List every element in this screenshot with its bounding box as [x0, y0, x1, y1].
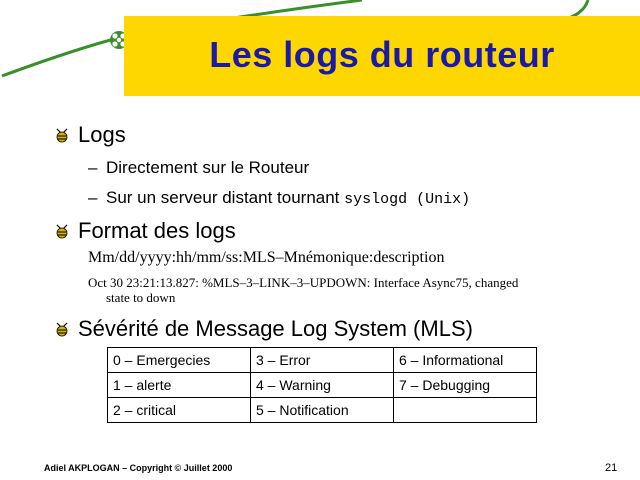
log-example [88, 275, 608, 305]
sub-item-routeur: Directement sur le Routeur [106, 158, 310, 177]
severity-table [107, 347, 537, 423]
table-row [108, 348, 537, 373]
log-format: Mm/dd/yyyy:hh/mm/ss:MLS–Mnémonique:description [88, 249, 445, 266]
table-cell [394, 398, 537, 423]
bullet-logs: Logs [78, 122, 126, 147]
page-number: 21 [605, 462, 618, 474]
table-cell: 2 – critical [108, 398, 251, 423]
syslogd-code: syslogd (Unix) [344, 191, 471, 208]
log-example-line2: state to down [106, 290, 176, 305]
bullet-icon [54, 223, 70, 239]
table-cell: 4 – Warning [251, 373, 394, 398]
bullet-severite: Sévérité de Message Log System (MLS) [78, 316, 473, 341]
dash: – [88, 188, 98, 207]
table-cell: 3 – Error [251, 348, 394, 373]
bullet-icon [54, 321, 70, 337]
slide-title: Les logs du routeur [209, 34, 555, 75]
sub-item-serveur-text: Sur un serveur distant tournant [106, 188, 345, 207]
table-cell: 0 – Emergecies [108, 348, 251, 373]
bullet-format: Format des logs [78, 218, 236, 243]
table-cell: 1 – alerte [108, 373, 251, 398]
table-row [108, 398, 537, 423]
bullet-icon [54, 127, 70, 143]
table-cell: 7 – Debugging [394, 373, 537, 398]
table-row [108, 373, 537, 398]
sub-item-serveur [106, 188, 470, 208]
log-example-line1: Oct 30 23:21:13.827: %MLS–3–LINK–3–UPDOWN: Interface Async75, changed [88, 275, 519, 290]
table-cell: 5 – Notification [251, 398, 394, 423]
table-cell: 6 – Informational [394, 348, 537, 373]
footer-copyright: Adiel AKPLOGAN – Copyright © Juillet 2000 [44, 463, 233, 473]
dash: – [88, 158, 98, 177]
